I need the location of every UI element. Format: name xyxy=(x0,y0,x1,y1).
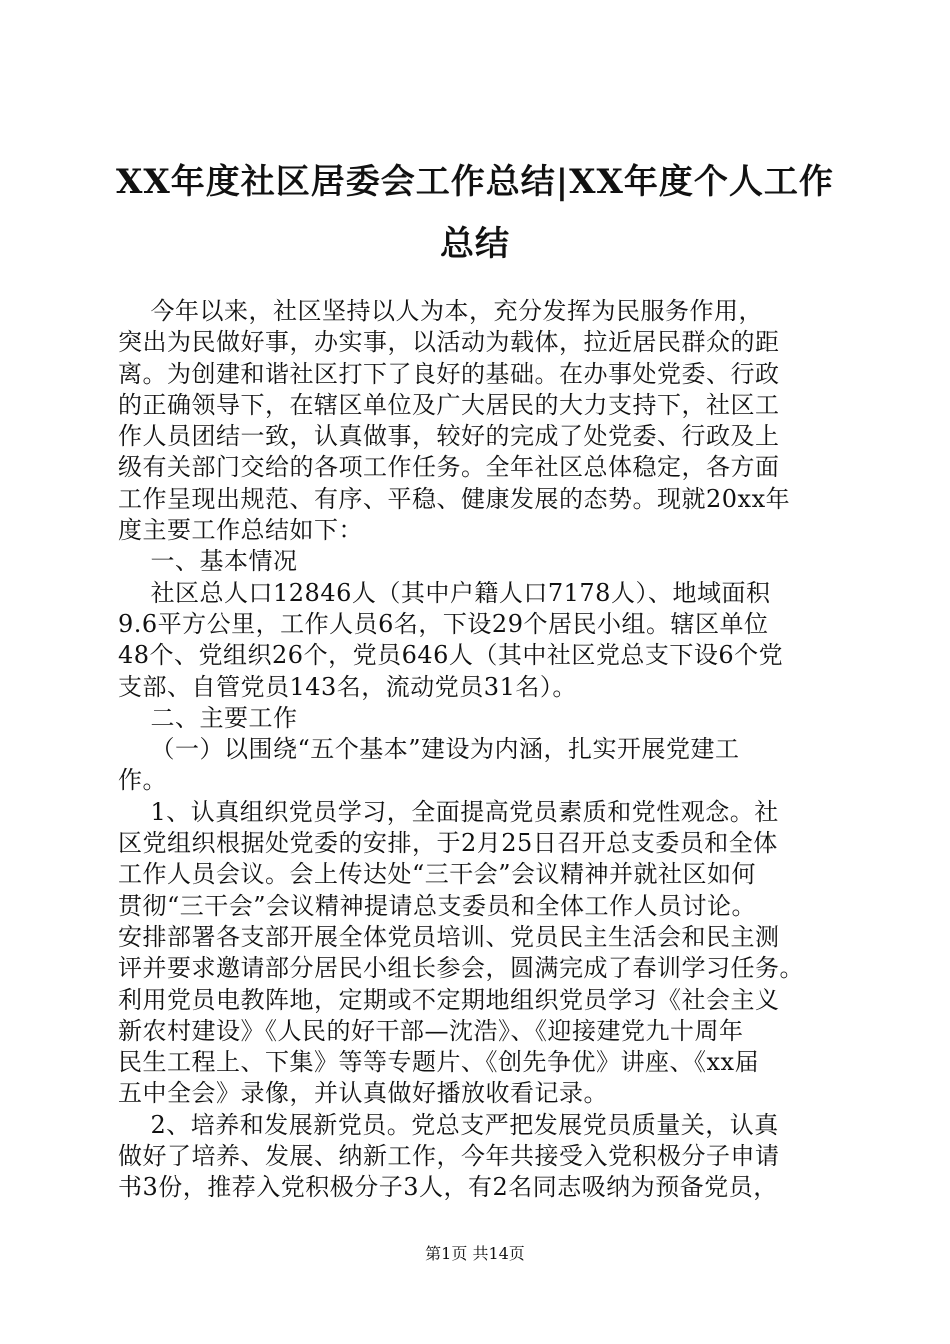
document-body xyxy=(118,296,838,1204)
body-line: 工作呈现出规范、有序、平稳、健康发展的态势。现就20xx年 xyxy=(118,484,791,513)
body-line: 利用党员电教阵地，定期或不定期地组织党员学习《社会主义 xyxy=(118,985,780,1014)
body-line: 民生工程上、下集》等等专题片、《创先争优》讲座、《xx届 xyxy=(118,1048,760,1077)
body-line: 2、培养和发展新党员。党总支严把发展党员质量关，认真 xyxy=(118,1110,779,1139)
body-line: 1、认真组织党员学习，全面提高党员素质和党性观念。社 xyxy=(118,797,779,826)
body-line: 作。 xyxy=(118,766,167,795)
body-line: 做好了培养、发展、纳新工作，今年共接受入党积极分子申请 xyxy=(118,1142,780,1171)
body-line: 工作人员会议。会上传达处“三干会”会议精神并就社区如何 xyxy=(118,860,757,889)
body-line: 度主要工作总结如下： xyxy=(118,516,363,545)
body-line: 一、基本情况 xyxy=(118,547,298,576)
body-line: 支部、自管党员143名，流动党员31名）。 xyxy=(118,672,577,701)
body-line: 9.6平方公里，工作人员6名，下设29个居民小组。辖区单位 xyxy=(118,609,769,638)
body-line: 社区总人口12846人（其中户籍人口7178人）、地域面积 xyxy=(118,578,771,607)
body-line: 二、主要工作 xyxy=(118,703,298,732)
body-line: 安排部署各支部开展全体党员培训、党员民主生活会和民主测 xyxy=(118,922,780,951)
body-line: 作人员团结一致，认真做事，较好的完成了处党委、行政及上 xyxy=(118,422,780,451)
body-line: 评并要求邀请部分居民小组长参会，圆满完成了春训学习任务。 xyxy=(118,954,804,983)
body-line: 书3份，推荐入党积极分子3人，有2名同志吸纳为预备党员， xyxy=(118,1173,778,1202)
body-line: 离。为创建和谐社区打下了良好的基础。在办事处党委、行政 xyxy=(118,359,780,388)
body-line: 五中全会》录像，并认真做好播放收看记录。 xyxy=(118,1079,608,1108)
body-line: 区党组织根据处党委的安排，于2月25日召开总支委员和全体 xyxy=(118,829,778,858)
body-line: （一）以围绕“五个基本”建设为内涵，扎实开展党建工 xyxy=(118,735,740,764)
body-line: 级有关部门交给的各项工作任务。全年社区总体稳定，各方面 xyxy=(118,453,780,482)
body-line: 的正确领导下，在辖区单位及广大居民的大力支持下，社区工 xyxy=(118,390,780,419)
body-line: 新农村建设》《人民的好干部—沈浩》、《迎接建党九十周年 xyxy=(118,1016,744,1045)
document-title-line-2: 总结 xyxy=(440,224,510,264)
body-line: 突出为民做好事，办实事，以活动为载体，拉近居民群众的距 xyxy=(118,328,780,357)
body-line: 贯彻“三干会”会议精神提请总支委员和全体工作人员讨论。 xyxy=(118,891,757,920)
body-line: 48个、党组织26个，党员646人（其中社区党总支下设6个党 xyxy=(118,641,784,670)
document-title-line-1: XX年度社区居委会工作总结|XX年度个人工作 xyxy=(116,162,834,202)
body-line: 今年以来，社区坚持以人为本，充分发挥为民服务作用， xyxy=(118,297,764,325)
page-footer: 第1页 共14页 xyxy=(425,1244,525,1263)
